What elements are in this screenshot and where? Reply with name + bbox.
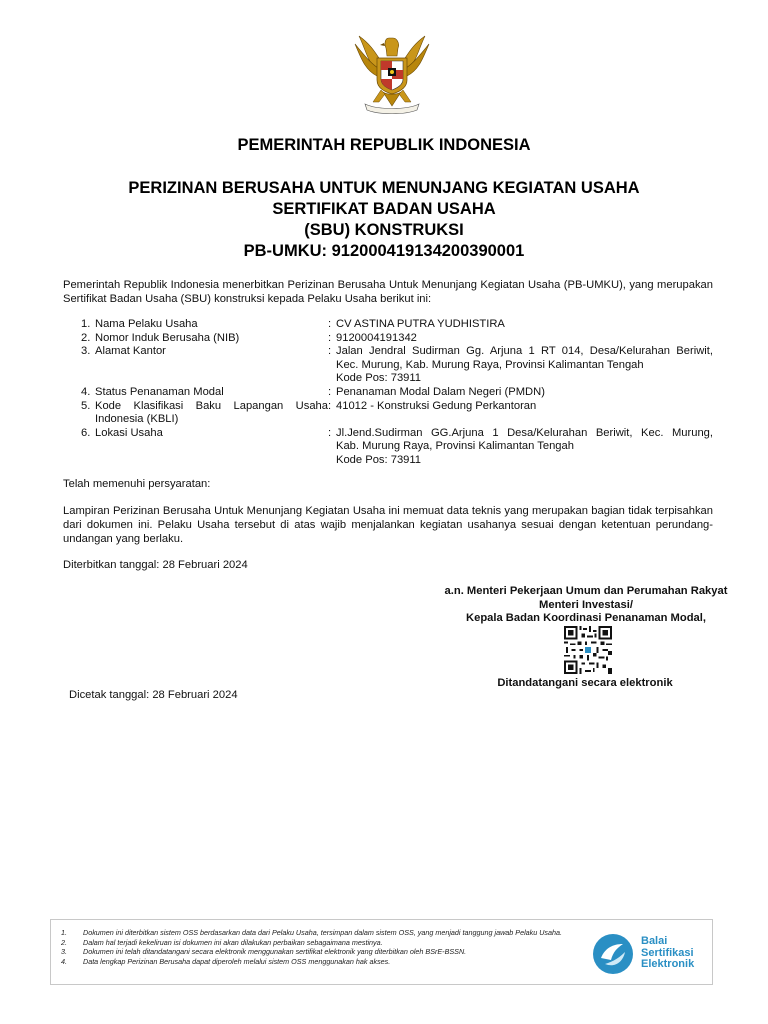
footer-notes-box [50,919,713,985]
field-label: Lokasi Usaha [95,426,163,439]
signatory-block [400,585,768,626]
field-number: 5. [81,399,91,412]
title-line-1: PERIZINAN BERUSAHA UNTUK MENUNJANG KEGIATAN USAHA [128,179,640,197]
bsre-logo [591,930,706,978]
field-label: Alamat Kantor [95,345,166,358]
field-value: Penanaman Modal Dalam Negeri (PMDN) [336,385,545,398]
bsre-emblem-icon [591,932,635,976]
field-colon: : [328,426,332,439]
title-line-2: SERTIFIKAT BADAN USAHA [272,200,496,218]
title-line-3: (SBU) KONSTRUKSI [304,221,464,239]
field-colon: : [328,399,332,412]
field-value: CV ASTINA PUTRA YUDHISTIRA [336,318,505,330]
footer-note: 2. Dalam hal terjadi kekeliruan isi dokumen ini akan dilakukan perbaikan sebagaimana mestinya. [61,937,383,947]
field-colon: : [328,331,332,344]
field-row-office-address [63,345,713,386]
field-label: Kode Klasifikasi Baku Lapangan Usaha Indonesia (KBLI) [95,399,328,426]
field-label: Nama Pelaku Usaha [95,318,198,330]
field-value: Jl.Jend.Sudirman GG.Arjuna 1 Desa/Kelurahan Beriwit, Kec. Murung, Kab. Murung Raya, Provinsi Kalimantan Tengah Kode Pos: 73911 [336,426,713,466]
business-details-list [63,318,713,468]
electronic-signature-note: Ditandatangani secara elektronik [497,677,673,689]
bsre-logo-text: Balai Sertifikasi Elektronik [641,935,695,970]
field-colon: : [328,318,332,330]
field-value: 9120004191342 [336,331,417,344]
field-row-nib [63,332,713,346]
field-value: 41012 - Konstruksi Gedung Perkantoran [336,399,537,412]
field-number: 2. [81,331,91,344]
printed-date: Dicetak tanggal: 28 Februari 2024 [69,689,238,701]
document-title [0,178,768,262]
intro-paragraph: Pemerintah Republik Indonesia menerbitkan Perizinan Berusaha Untuk Menunjang Kegiatan Usaha (PB-UMKU), yang merupakan Sertifikat Badan Usaha (SBU) konstruksi kepada Pelaku Usaha berikut ini: [63,279,713,305]
field-number: 3. [81,345,91,358]
field-number: 1. [81,318,91,330]
footer-note: 1. Dokumen ini diterbitkan sistem OSS berdasarkan data dari Pelaku Usaha, tersimpan dalam sistem OSS, yang menjadi tanggung jawab Pelaku Usaha. [61,928,563,937]
qr-code-icon [563,626,613,674]
field-label: Status Penanaman Modal [95,385,224,398]
field-row-kbli [63,400,713,427]
issued-date: Diterbitkan tanggal: 28 Februari 2024 [63,559,248,571]
signatory-line-3: Kepala Badan Koordinasi Penanaman Modal, [466,612,706,625]
field-row-business-name [63,318,713,332]
field-label: Nomor Induk Berusaha (NIB) [95,331,240,344]
attachment-paragraph: Lampiran Perizinan Berusaha Untuk Menunjang Kegiatan Usaha ini memuat data teknis yang merupakan bagian tidak terpisahkan dari dokumen ini. Pelaku Usaha tersebut di atas wajib menjalankan kegiatan usahanya sesuai dengan ketentuan perundang-undangan yang berlaku. [63,505,713,545]
field-number: 6. [81,426,91,439]
field-row-investment-status [63,386,713,400]
footer-note: 4. Data lengkap Perizinan Berusaha dapat diperoleh melalui sistem OSS menggunakan hak akses. [61,956,391,966]
field-row-business-location [63,427,713,468]
garuda-pancasila-emblem-icon [351,30,433,116]
footer-note: 3. Dokumen ini telah ditandatangani secara elektronik menggunakan sertifikat elektronik yang diterbitkan oleh BSrE-BSSN. [61,947,467,957]
field-value: Jalan Jendral Sudirman Gg. Arjuna 1 RT 014, Desa/Kelurahan Beriwit, Kec. Murung, Kab. Murung Raya, Provinsi Kalimantan Tengah Kode Pos: 73911 [336,345,713,385]
field-colon: : [328,385,332,398]
government-heading: PEMERINTAH REPUBLIK INDONESIA [237,136,531,154]
field-colon: : [328,345,332,358]
signatory-line-1: a.n. Menteri Pekerjaan Umum dan Perumahan Rakyat [444,585,728,597]
title-line-4-pb-umku-number: PB-UMKU: 912000419134200390001 [243,242,525,260]
signatory-line-2: Menteri Investasi/ [539,598,633,611]
field-number: 4. [81,385,91,398]
requirements-label: Telah memenuhi persyaratan: [63,478,211,490]
footer-notes [61,928,581,966]
